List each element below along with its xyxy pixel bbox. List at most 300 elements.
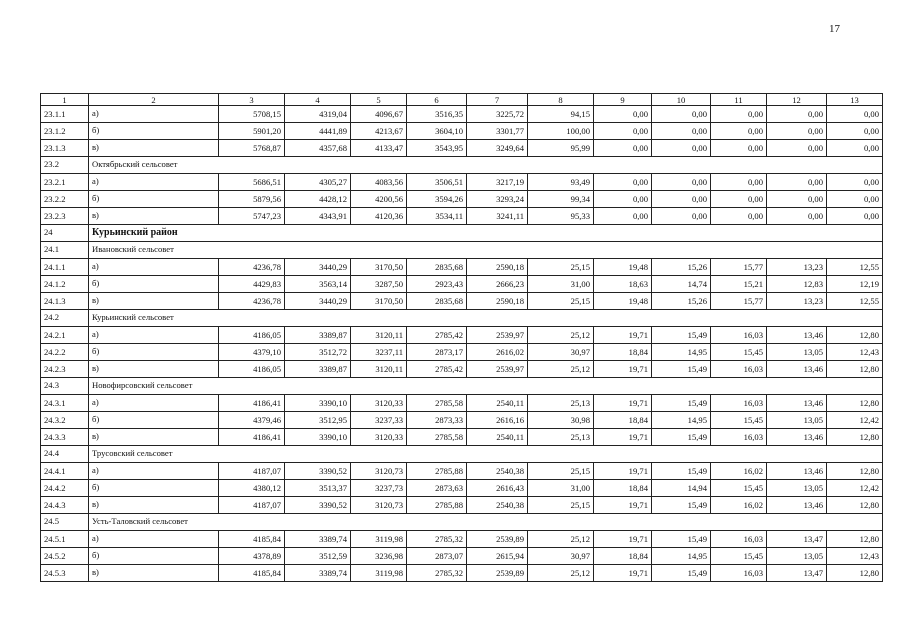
row-letter: в) bbox=[89, 208, 219, 225]
value-cell: 18,84 bbox=[594, 412, 652, 429]
row-code: 24.1.2 bbox=[41, 276, 89, 293]
value-cell: 3604,10 bbox=[407, 123, 467, 140]
table-row bbox=[41, 395, 883, 412]
value-cell: 0,00 bbox=[594, 191, 652, 208]
section-row bbox=[41, 514, 883, 531]
value-cell: 15,45 bbox=[711, 412, 767, 429]
table-row bbox=[41, 497, 883, 514]
table-row bbox=[41, 327, 883, 344]
row-letter: б) bbox=[89, 412, 219, 429]
column-header: 10 bbox=[652, 94, 711, 106]
column-header: 11 bbox=[711, 94, 767, 106]
value-cell: 5686,51 bbox=[219, 174, 285, 191]
row-code: 23.2.1 bbox=[41, 174, 89, 191]
value-cell: 4378,89 bbox=[219, 548, 285, 565]
value-cell: 94,15 bbox=[528, 106, 594, 123]
value-cell: 18,84 bbox=[594, 548, 652, 565]
value-cell: 14,95 bbox=[652, 412, 711, 429]
table-row bbox=[41, 463, 883, 480]
value-cell: 2540,11 bbox=[467, 395, 528, 412]
value-cell: 2540,38 bbox=[467, 497, 528, 514]
value-cell: 3237,33 bbox=[351, 412, 407, 429]
value-cell: 2540,38 bbox=[467, 463, 528, 480]
value-cell: 16,03 bbox=[711, 327, 767, 344]
value-cell: 4187,07 bbox=[219, 463, 285, 480]
value-cell: 15,45 bbox=[711, 548, 767, 565]
value-cell: 18,63 bbox=[594, 276, 652, 293]
value-cell: 95,33 bbox=[528, 208, 594, 225]
value-cell: 4305,27 bbox=[285, 174, 351, 191]
value-cell: 2539,89 bbox=[467, 531, 528, 548]
tariff-table bbox=[40, 93, 883, 582]
value-cell: 0,00 bbox=[652, 140, 711, 157]
value-cell: 2540,11 bbox=[467, 429, 528, 446]
row-letter: б) bbox=[89, 548, 219, 565]
value-cell: 19,71 bbox=[594, 463, 652, 480]
value-cell: 18,84 bbox=[594, 480, 652, 497]
value-cell: 0,00 bbox=[594, 106, 652, 123]
value-cell: 2785,88 bbox=[407, 497, 467, 514]
value-cell: 12,19 bbox=[827, 276, 883, 293]
table-row bbox=[41, 531, 883, 548]
value-cell: 25,12 bbox=[528, 361, 594, 378]
value-cell: 12,80 bbox=[827, 565, 883, 582]
value-cell: 12,43 bbox=[827, 344, 883, 361]
value-cell: 4083,56 bbox=[351, 174, 407, 191]
value-cell: 3237,11 bbox=[351, 344, 407, 361]
value-cell: 2666,23 bbox=[467, 276, 528, 293]
value-cell: 0,00 bbox=[594, 208, 652, 225]
header-row bbox=[41, 94, 883, 106]
row-code: 24.3.1 bbox=[41, 395, 89, 412]
value-cell: 2785,42 bbox=[407, 361, 467, 378]
row-code: 24.2.2 bbox=[41, 344, 89, 361]
value-cell: 3390,10 bbox=[285, 429, 351, 446]
value-cell: 2785,58 bbox=[407, 429, 467, 446]
value-cell: 3440,29 bbox=[285, 259, 351, 276]
value-cell: 25,15 bbox=[528, 293, 594, 310]
value-cell: 0,00 bbox=[827, 123, 883, 140]
value-cell: 12,80 bbox=[827, 327, 883, 344]
row-letter: в) bbox=[89, 293, 219, 310]
value-cell: 0,00 bbox=[711, 208, 767, 225]
value-cell: 4357,68 bbox=[285, 140, 351, 157]
value-cell: 3217,19 bbox=[467, 174, 528, 191]
table-row bbox=[41, 480, 883, 497]
value-cell: 13,23 bbox=[767, 259, 827, 276]
value-cell: 15,49 bbox=[652, 429, 711, 446]
value-cell: 3249,64 bbox=[467, 140, 528, 157]
value-cell: 2873,63 bbox=[407, 480, 467, 497]
column-header: 9 bbox=[594, 94, 652, 106]
row-code: 24.5 bbox=[41, 514, 89, 531]
value-cell: 0,00 bbox=[827, 208, 883, 225]
table-row bbox=[41, 174, 883, 191]
value-cell: 25,15 bbox=[528, 259, 594, 276]
value-cell: 3512,59 bbox=[285, 548, 351, 565]
section-row bbox=[41, 225, 883, 242]
value-cell: 2539,97 bbox=[467, 361, 528, 378]
value-cell: 4429,83 bbox=[219, 276, 285, 293]
row-code: 23.2.2 bbox=[41, 191, 89, 208]
row-code: 24.3.3 bbox=[41, 429, 89, 446]
value-cell: 4428,12 bbox=[285, 191, 351, 208]
value-cell: 15,49 bbox=[652, 327, 711, 344]
value-cell: 12,80 bbox=[827, 497, 883, 514]
value-cell: 19,71 bbox=[594, 429, 652, 446]
value-cell: 12,80 bbox=[827, 395, 883, 412]
value-cell: 25,13 bbox=[528, 395, 594, 412]
value-cell: 4186,05 bbox=[219, 327, 285, 344]
column-header: 2 bbox=[89, 94, 219, 106]
value-cell: 4186,41 bbox=[219, 429, 285, 446]
value-cell: 0,00 bbox=[711, 123, 767, 140]
value-cell: 31,00 bbox=[528, 276, 594, 293]
value-cell: 3120,33 bbox=[351, 395, 407, 412]
value-cell: 3513,37 bbox=[285, 480, 351, 497]
row-letter: б) bbox=[89, 344, 219, 361]
value-cell: 4200,56 bbox=[351, 191, 407, 208]
table-row bbox=[41, 361, 883, 378]
table-row bbox=[41, 140, 883, 157]
row-code: 24.1.3 bbox=[41, 293, 89, 310]
value-cell: 93,49 bbox=[528, 174, 594, 191]
value-cell: 5708,15 bbox=[219, 106, 285, 123]
value-cell: 16,03 bbox=[711, 429, 767, 446]
table-row bbox=[41, 106, 883, 123]
column-header: 1 bbox=[41, 94, 89, 106]
value-cell: 2785,88 bbox=[407, 463, 467, 480]
value-cell: 15,77 bbox=[711, 259, 767, 276]
value-cell: 0,00 bbox=[827, 106, 883, 123]
value-cell: 0,00 bbox=[711, 174, 767, 191]
row-letter: в) bbox=[89, 565, 219, 582]
value-cell: 3120,73 bbox=[351, 497, 407, 514]
value-cell: 4185,84 bbox=[219, 531, 285, 548]
value-cell: 99,34 bbox=[528, 191, 594, 208]
value-cell: 19,48 bbox=[594, 259, 652, 276]
value-cell: 0,00 bbox=[711, 106, 767, 123]
value-cell: 3120,11 bbox=[351, 361, 407, 378]
value-cell: 14,95 bbox=[652, 344, 711, 361]
value-cell: 3594,26 bbox=[407, 191, 467, 208]
section-title: Ивановский сельсовет bbox=[89, 242, 883, 259]
row-letter: б) bbox=[89, 191, 219, 208]
value-cell: 15,49 bbox=[652, 531, 711, 548]
row-letter: б) bbox=[89, 276, 219, 293]
value-cell: 2616,16 bbox=[467, 412, 528, 429]
value-cell: 15,26 bbox=[652, 293, 711, 310]
row-code: 24.4.1 bbox=[41, 463, 89, 480]
value-cell: 2590,18 bbox=[467, 259, 528, 276]
table-row bbox=[41, 208, 883, 225]
row-letter: в) bbox=[89, 429, 219, 446]
table-row bbox=[41, 191, 883, 208]
table-row bbox=[41, 293, 883, 310]
column-header: 12 bbox=[767, 94, 827, 106]
row-code: 23.1.1 bbox=[41, 106, 89, 123]
value-cell: 3119,98 bbox=[351, 531, 407, 548]
value-cell: 12,43 bbox=[827, 548, 883, 565]
value-cell: 19,71 bbox=[594, 327, 652, 344]
value-cell: 13,46 bbox=[767, 395, 827, 412]
row-letter: а) bbox=[89, 174, 219, 191]
value-cell: 12,83 bbox=[767, 276, 827, 293]
value-cell: 0,00 bbox=[652, 191, 711, 208]
value-cell: 0,00 bbox=[652, 174, 711, 191]
value-cell: 3237,73 bbox=[351, 480, 407, 497]
value-cell: 3389,74 bbox=[285, 531, 351, 548]
value-cell: 3119,98 bbox=[351, 565, 407, 582]
value-cell: 25,12 bbox=[528, 531, 594, 548]
value-cell: 4096,67 bbox=[351, 106, 407, 123]
value-cell: 3241,11 bbox=[467, 208, 528, 225]
value-cell: 4343,91 bbox=[285, 208, 351, 225]
row-code: 23.2 bbox=[41, 157, 89, 174]
row-code: 24.4.2 bbox=[41, 480, 89, 497]
section-row bbox=[41, 242, 883, 259]
value-cell: 3390,52 bbox=[285, 463, 351, 480]
value-cell: 2835,68 bbox=[407, 293, 467, 310]
value-cell: 15,21 bbox=[711, 276, 767, 293]
value-cell: 4186,41 bbox=[219, 395, 285, 412]
value-cell: 15,26 bbox=[652, 259, 711, 276]
page-number: 17 bbox=[829, 23, 840, 35]
row-code: 24.5.2 bbox=[41, 548, 89, 565]
row-letter: в) bbox=[89, 361, 219, 378]
value-cell: 13,05 bbox=[767, 412, 827, 429]
column-header: 3 bbox=[219, 94, 285, 106]
row-code: 24.2.3 bbox=[41, 361, 89, 378]
column-header: 13 bbox=[827, 94, 883, 106]
column-header: 7 bbox=[467, 94, 528, 106]
value-cell: 4213,67 bbox=[351, 123, 407, 140]
value-cell: 0,00 bbox=[594, 140, 652, 157]
table-row bbox=[41, 565, 883, 582]
value-cell: 2835,68 bbox=[407, 259, 467, 276]
value-cell: 13,05 bbox=[767, 344, 827, 361]
value-cell: 2785,58 bbox=[407, 395, 467, 412]
row-letter: а) bbox=[89, 259, 219, 276]
value-cell: 30,98 bbox=[528, 412, 594, 429]
value-cell: 3301,77 bbox=[467, 123, 528, 140]
section-title: Курьинский сельсовет bbox=[89, 310, 883, 327]
value-cell: 3512,72 bbox=[285, 344, 351, 361]
value-cell: 16,03 bbox=[711, 531, 767, 548]
value-cell: 0,00 bbox=[711, 191, 767, 208]
row-code: 24.3.2 bbox=[41, 412, 89, 429]
section-row bbox=[41, 378, 883, 395]
value-cell: 15,49 bbox=[652, 361, 711, 378]
value-cell: 2873,33 bbox=[407, 412, 467, 429]
section-row bbox=[41, 157, 883, 174]
value-cell: 0,00 bbox=[827, 140, 883, 157]
row-letter: в) bbox=[89, 497, 219, 514]
value-cell: 2873,17 bbox=[407, 344, 467, 361]
value-cell: 4379,10 bbox=[219, 344, 285, 361]
value-cell: 4236,78 bbox=[219, 259, 285, 276]
value-cell: 3287,50 bbox=[351, 276, 407, 293]
value-cell: 3389,74 bbox=[285, 565, 351, 582]
value-cell: 13,46 bbox=[767, 429, 827, 446]
value-cell: 3293,24 bbox=[467, 191, 528, 208]
value-cell: 15,49 bbox=[652, 497, 711, 514]
row-letter: а) bbox=[89, 531, 219, 548]
value-cell: 3236,98 bbox=[351, 548, 407, 565]
value-cell: 0,00 bbox=[767, 140, 827, 157]
value-cell: 15,45 bbox=[711, 344, 767, 361]
value-cell: 0,00 bbox=[652, 123, 711, 140]
column-header: 6 bbox=[407, 94, 467, 106]
value-cell: 3543,95 bbox=[407, 140, 467, 157]
value-cell: 4380,12 bbox=[219, 480, 285, 497]
value-cell: 25,15 bbox=[528, 463, 594, 480]
row-letter: а) bbox=[89, 463, 219, 480]
value-cell: 15,49 bbox=[652, 565, 711, 582]
value-cell: 12,80 bbox=[827, 429, 883, 446]
value-cell: 12,42 bbox=[827, 480, 883, 497]
value-cell: 25,13 bbox=[528, 429, 594, 446]
row-code: 24.5.3 bbox=[41, 565, 89, 582]
value-cell: 18,84 bbox=[594, 344, 652, 361]
row-letter: а) bbox=[89, 106, 219, 123]
value-cell: 0,00 bbox=[594, 123, 652, 140]
table-header bbox=[41, 94, 883, 106]
value-cell: 3170,50 bbox=[351, 259, 407, 276]
row-letter: а) bbox=[89, 327, 219, 344]
row-code: 23.1.2 bbox=[41, 123, 89, 140]
value-cell: 13,05 bbox=[767, 548, 827, 565]
value-cell: 13,47 bbox=[767, 531, 827, 548]
value-cell: 0,00 bbox=[652, 106, 711, 123]
value-cell: 13,47 bbox=[767, 565, 827, 582]
value-cell: 19,71 bbox=[594, 361, 652, 378]
value-cell: 4120,36 bbox=[351, 208, 407, 225]
value-cell: 100,00 bbox=[528, 123, 594, 140]
value-cell: 0,00 bbox=[827, 191, 883, 208]
value-cell: 0,00 bbox=[767, 123, 827, 140]
row-letter: в) bbox=[89, 140, 219, 157]
value-cell: 3170,50 bbox=[351, 293, 407, 310]
value-cell: 12,55 bbox=[827, 293, 883, 310]
value-cell: 19,48 bbox=[594, 293, 652, 310]
row-letter: б) bbox=[89, 123, 219, 140]
value-cell: 12,80 bbox=[827, 361, 883, 378]
row-letter: а) bbox=[89, 395, 219, 412]
section-title: Трусовский сельсовет bbox=[89, 446, 883, 463]
row-code: 24.4 bbox=[41, 446, 89, 463]
section-row bbox=[41, 310, 883, 327]
value-cell: 15,49 bbox=[652, 463, 711, 480]
value-cell: 13,23 bbox=[767, 293, 827, 310]
value-cell: 3512,95 bbox=[285, 412, 351, 429]
value-cell: 5879,56 bbox=[219, 191, 285, 208]
value-cell: 16,03 bbox=[711, 565, 767, 582]
value-cell: 2785,32 bbox=[407, 565, 467, 582]
value-cell: 13,46 bbox=[767, 327, 827, 344]
value-cell: 3389,87 bbox=[285, 327, 351, 344]
value-cell: 16,02 bbox=[711, 497, 767, 514]
value-cell: 14,94 bbox=[652, 480, 711, 497]
column-header: 4 bbox=[285, 94, 351, 106]
value-cell: 13,46 bbox=[767, 361, 827, 378]
value-cell: 2539,97 bbox=[467, 327, 528, 344]
value-cell: 5768,87 bbox=[219, 140, 285, 157]
value-cell: 19,71 bbox=[594, 395, 652, 412]
value-cell: 4186,05 bbox=[219, 361, 285, 378]
table-row bbox=[41, 548, 883, 565]
value-cell: 30,97 bbox=[528, 344, 594, 361]
value-cell: 4185,84 bbox=[219, 565, 285, 582]
value-cell: 2539,89 bbox=[467, 565, 528, 582]
value-cell: 2873,07 bbox=[407, 548, 467, 565]
value-cell: 15,45 bbox=[711, 480, 767, 497]
value-cell: 14,95 bbox=[652, 548, 711, 565]
value-cell: 4441,89 bbox=[285, 123, 351, 140]
value-cell: 19,71 bbox=[594, 565, 652, 582]
value-cell: 3516,35 bbox=[407, 106, 467, 123]
value-cell: 12,80 bbox=[827, 463, 883, 480]
value-cell: 13,05 bbox=[767, 480, 827, 497]
value-cell: 0,00 bbox=[711, 140, 767, 157]
section-title: Новофирсовский сельсовет bbox=[89, 378, 883, 395]
value-cell: 3390,52 bbox=[285, 497, 351, 514]
table-body bbox=[41, 106, 883, 582]
value-cell: 14,74 bbox=[652, 276, 711, 293]
value-cell: 16,03 bbox=[711, 395, 767, 412]
value-cell: 0,00 bbox=[767, 106, 827, 123]
row-code: 24.2.1 bbox=[41, 327, 89, 344]
column-header: 5 bbox=[351, 94, 407, 106]
row-code: 24 bbox=[41, 225, 89, 242]
value-cell: 5747,23 bbox=[219, 208, 285, 225]
value-cell: 0,00 bbox=[594, 174, 652, 191]
value-cell: 19,71 bbox=[594, 531, 652, 548]
value-cell: 0,00 bbox=[767, 174, 827, 191]
table-row bbox=[41, 259, 883, 276]
row-code: 24.2 bbox=[41, 310, 89, 327]
value-cell: 2616,02 bbox=[467, 344, 528, 361]
value-cell: 25,15 bbox=[528, 497, 594, 514]
value-cell: 31,00 bbox=[528, 480, 594, 497]
value-cell: 4187,07 bbox=[219, 497, 285, 514]
row-code: 24.1 bbox=[41, 242, 89, 259]
value-cell: 0,00 bbox=[767, 208, 827, 225]
value-cell: 25,12 bbox=[528, 565, 594, 582]
value-cell: 2616,43 bbox=[467, 480, 528, 497]
value-cell: 2615,94 bbox=[467, 548, 528, 565]
value-cell: 2923,43 bbox=[407, 276, 467, 293]
value-cell: 95,99 bbox=[528, 140, 594, 157]
value-cell: 3120,11 bbox=[351, 327, 407, 344]
table-row bbox=[41, 429, 883, 446]
value-cell: 16,03 bbox=[711, 361, 767, 378]
section-title: Октябрьский сельсовет bbox=[89, 157, 883, 174]
value-cell: 2590,18 bbox=[467, 293, 528, 310]
value-cell: 3389,87 bbox=[285, 361, 351, 378]
value-cell: 5901,20 bbox=[219, 123, 285, 140]
row-code: 24.4.3 bbox=[41, 497, 89, 514]
row-code: 23.1.3 bbox=[41, 140, 89, 157]
value-cell: 12,55 bbox=[827, 259, 883, 276]
value-cell: 15,77 bbox=[711, 293, 767, 310]
section-title: Курьинский район bbox=[89, 225, 883, 242]
value-cell: 12,80 bbox=[827, 531, 883, 548]
row-code: 23.2.3 bbox=[41, 208, 89, 225]
value-cell: 3120,73 bbox=[351, 463, 407, 480]
value-cell: 13,46 bbox=[767, 463, 827, 480]
value-cell: 12,42 bbox=[827, 412, 883, 429]
